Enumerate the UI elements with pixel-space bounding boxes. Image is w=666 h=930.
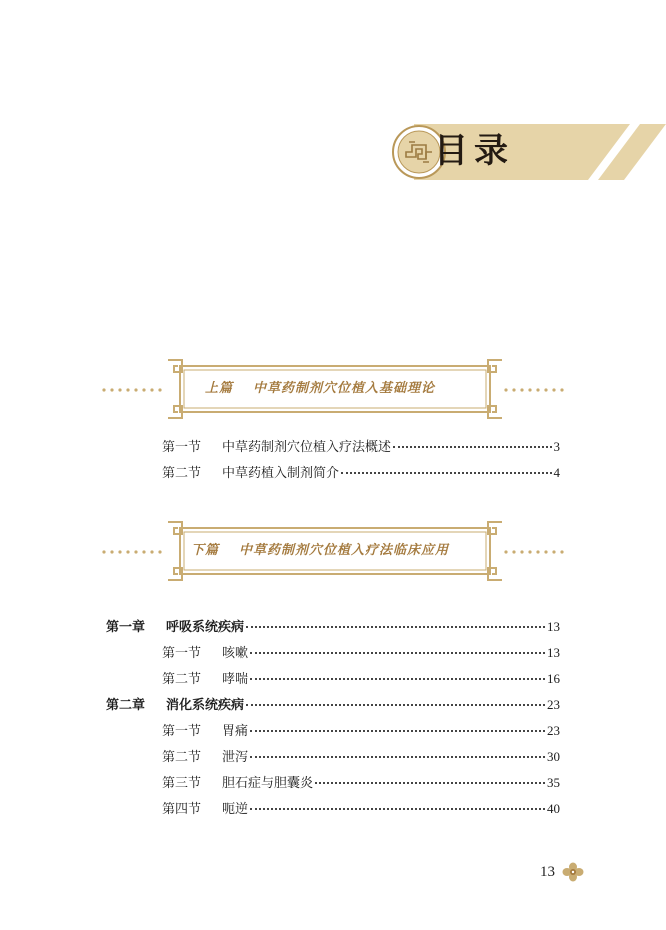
dot-leader [250, 808, 545, 810]
section-title: 胆石症与胆囊炎 [222, 776, 314, 791]
section-number: 第二节 [162, 672, 202, 687]
part-header-1 [100, 356, 566, 422]
part-name: 中草药制剂穴位植入疗法临床应用 [239, 543, 450, 558]
part-name: 中草药制剂穴位植入基础理论 [253, 381, 436, 396]
toc-row[interactable] [162, 748, 560, 766]
dot-leader [393, 446, 551, 448]
section-number: 第二节 [162, 466, 202, 481]
section-number: 第一节 [162, 440, 202, 455]
part-title [205, 356, 435, 422]
chapter-title: 呼吸系统疾病 [166, 620, 245, 635]
chapter-number: 第二章 [106, 698, 146, 713]
page-ref: 4 [553, 465, 560, 480]
dot-leader [250, 652, 545, 654]
page-ref: 30 [547, 749, 560, 764]
dot-leader [250, 756, 545, 758]
section-title: 咳嗽 [222, 646, 249, 661]
dot-leader [315, 782, 545, 784]
dot-leader [246, 626, 545, 628]
page-ref: 13 [547, 619, 560, 634]
section-number: 第二节 [162, 750, 202, 765]
page-ref: 23 [547, 723, 560, 738]
part-title [191, 518, 449, 584]
section-title: 中草药植入制剂简介 [222, 466, 340, 481]
page-ref: 35 [547, 775, 560, 790]
section-number: 第一节 [162, 724, 202, 739]
toc-row[interactable] [162, 464, 560, 482]
section-title: 中草药制剂穴位植入疗法概述 [222, 440, 392, 455]
dot-leader [341, 472, 551, 474]
toc-row[interactable] [106, 696, 560, 714]
page-ref: 40 [547, 801, 560, 816]
page-ref: 23 [547, 697, 560, 712]
section-number: 第四节 [162, 802, 202, 817]
page-ref: 16 [547, 671, 560, 686]
toc-row[interactable] [162, 438, 560, 456]
page-title: 目录 [434, 131, 514, 171]
dot-leader [250, 730, 545, 732]
page-number: 13 [540, 864, 555, 880]
section-number: 第一节 [162, 646, 202, 661]
page-ref: 13 [547, 645, 560, 660]
part-number: 下篇 [191, 543, 220, 558]
part-number: 上篇 [205, 381, 234, 396]
section-title: 胃痛 [222, 724, 249, 739]
section-number: 第三节 [162, 776, 202, 791]
section-title: 哮喘 [222, 672, 249, 687]
toc-row[interactable] [162, 644, 560, 662]
section-title: 泄泻 [222, 750, 249, 765]
page-ref: 3 [553, 439, 560, 454]
toc-row[interactable] [162, 774, 560, 792]
flower-icon [562, 862, 584, 882]
dot-leader [250, 678, 545, 680]
toc-row[interactable] [162, 722, 560, 740]
toc-row[interactable] [162, 670, 560, 688]
dot-leader [246, 704, 545, 706]
chapter-title: 消化系统疾病 [166, 698, 245, 713]
toc-row[interactable] [162, 800, 560, 818]
part-header-2 [100, 518, 566, 584]
chapter-number: 第一章 [106, 620, 146, 635]
section-title: 呃逆 [222, 802, 249, 817]
toc-row[interactable] [106, 618, 560, 636]
